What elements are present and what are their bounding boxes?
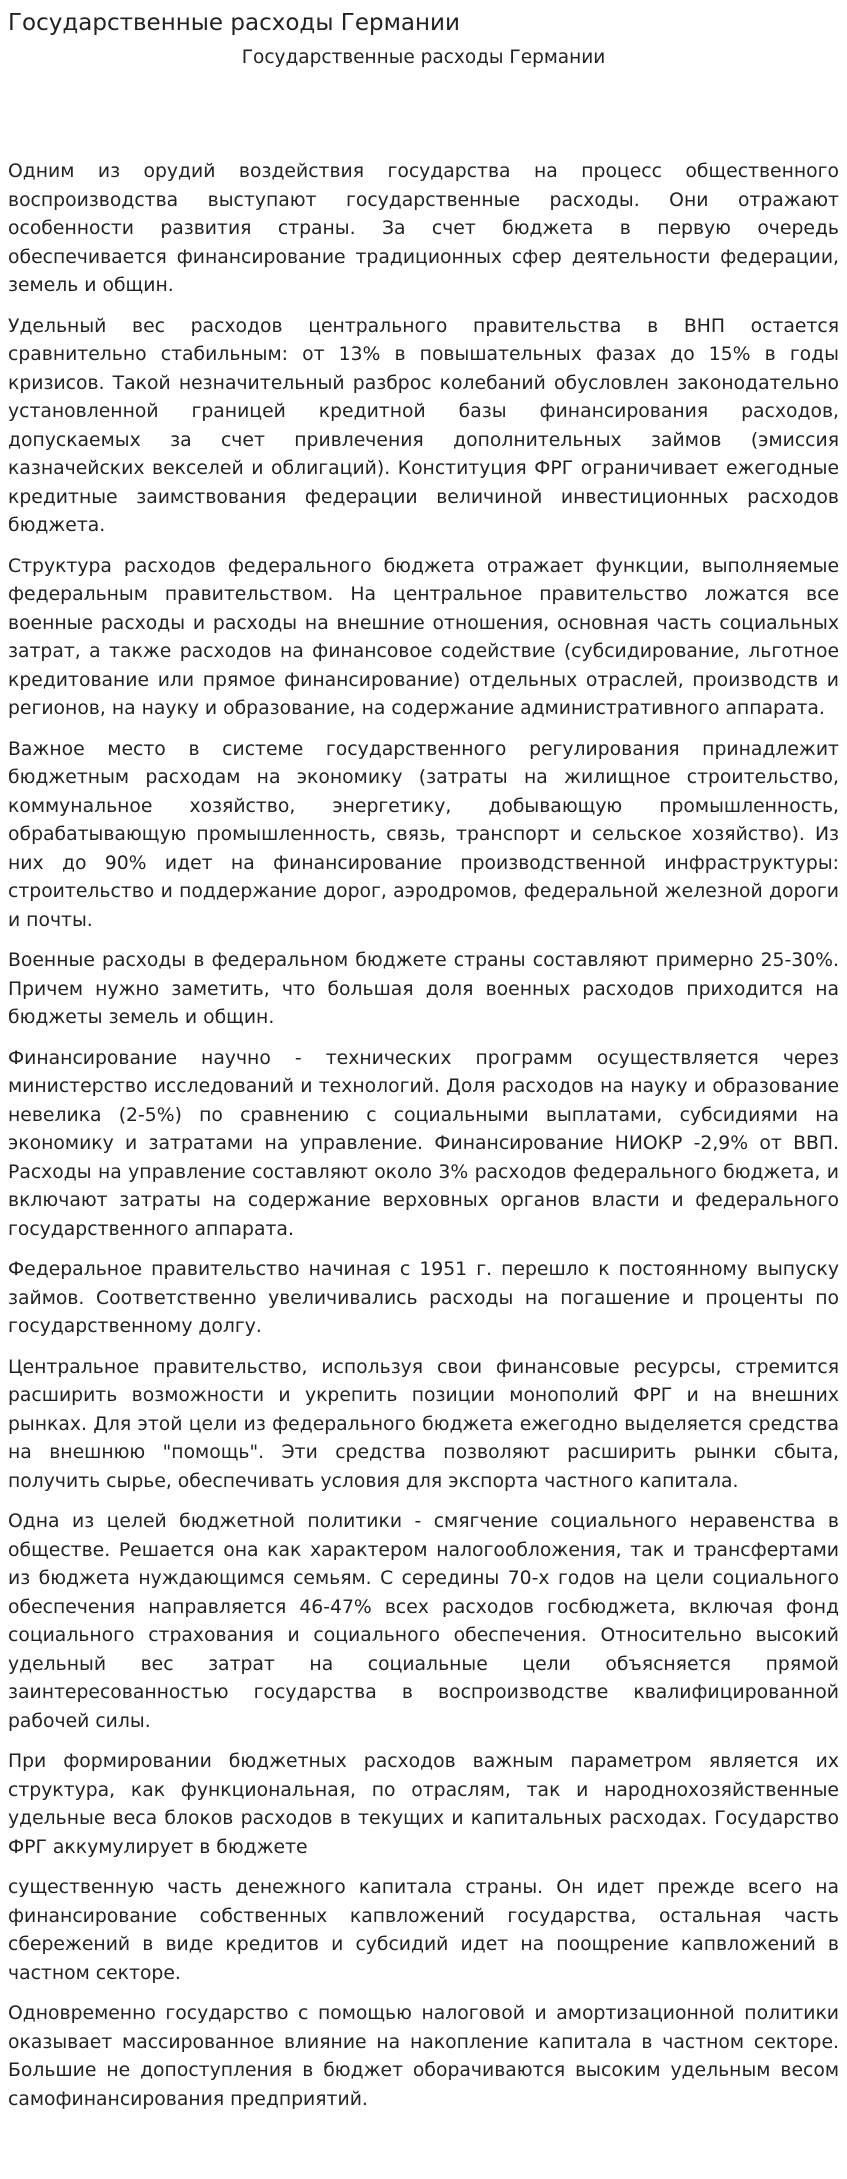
paragraph-9: Одна из целей бюджетной политики - смягчение социального неравенства в обществе. Решается она как характером налогообложения, так и трансфертами из бюджета нуждающимся семьям. С середины 70-х годов на цели социального обеспечения направляется 46-47% всех расходов госбюджета, включая фонд социального страхования и социального обеспечения. Относительно высокий удельный вес затрат на социальные цели объясняется прямой заинтересованностью государства в воспроизводстве квалифицированной рабочей силы. xyxy=(8,1511,839,1732)
paragraph-11: существенную часть денежного капитала страны. Он идет прежде всего на финансирование собственных капвложений государства, остальная часть сбережений в виде кредитов и субсидий идет на поощрение капвложений в частном секторе. xyxy=(8,1877,839,1984)
paragraph-1: Одним из орудий воздействия государства на процесс общественного воспроизводства выступают государственные расходы. Они отражают особенности развития страны. За счет бюджета в первую очередь обеспечивается финансирование традиционных сфер деятельности федерации, земель и общин. xyxy=(8,161,839,296)
paragraph-2: Удельный вес расходов центрального правительства в ВНП остается сравнительно стабильным: от 13% в повышательных фазах до 15% в годы кризисов. Такой незначительный разброс колебаний обусловлен законодательно установленной границей кредитной базы финансирования расходов, допускаемых за счет привлечения дополнительных займов (эмиссия казначейских векселей и облигаций). Конституция ФРГ ограничивает ежегодные кредитные заимствования федерации величиной инвестиционных расходов бюджета. xyxy=(8,315,839,536)
paragraph-12: Одновременно государство с помощью налоговой и амортизационной политики оказывает массированное влияние на накопление капитала в частном секторе. Большие не допоступления в бюджет оборачиваются высоким удельным весом самофинансирования предприятий. xyxy=(8,2003,839,2110)
paragraph-7: Федеральное правительство начиная с 1951 г. перешло к постоянному выпуску займов. Соответственно увеличивались расходы на погашение и проценты по государственному долгу. xyxy=(8,1259,839,1337)
document-subtitle: Государственные расходы Германии xyxy=(241,47,606,68)
paragraph-3: Структура расходов федерального бюджета отражает функции, выполняемые федеральным правительством. На центральное правительство ложатся все военные расходы и расходы на внешние отношения, основная часть социальных затрат, а также расходов на финансовое содействие (субсидирование, льготное кредитование или прямое финансирование) отдельных отраслей, производств и регионов, на науку и образование, на содержание административного аппарата. xyxy=(8,555,839,719)
paragraph-10: При формировании бюджетных расходов важным параметром является их структура, как функциональная, по отраслям, так и народнохозяйственные удельные веса блоков расходов в текущих и капитальных расходах. Государство ФРГ аккумулирует в бюджете xyxy=(8,1751,839,1858)
paragraph-4: Важное место в системе государственного регулирования принадлежит бюджетным расходам на экономику (затраты на жилищное строительство, коммунальное хозяйство, энергетику, добывающую промышленность, обрабатывающую промышленность, связь, транспорт и сельское хозяйство). Из них до 90% идет на финансирование производственной инфраструктуры: строительство и поддержание дорог, аэродромов, федеральной железной дороги и почты. xyxy=(8,738,839,931)
paragraph-6: Финансирование научно - технических программ осуществляется через министерство исследований и технологий. Доля расходов на науку и образование невелика (2-5%) по сравнению с социальными выплатами, субсидиями на экономику и затратами на управление. Финансирование НИОКР -2,9% от ВВП. Расходы на управление составляют около 3% расходов федерального бюджета, и включают затраты на содержание верховных органов власти и федерального государственного аппарата. xyxy=(8,1047,839,1240)
paragraph-5: Военные расходы в федеральном бюджете страны составляют примерно 25-30%. Причем нужно заметить, что большая доля военных расходов приходится на бюджеты земель и общин. xyxy=(8,950,839,1028)
document-body xyxy=(8,158,839,2126)
paragraph-8: Центральное правительство, используя свои финансовые ресурсы, стремится расширить возможности и укрепить позиции монополий ФРГ и на внешних рынках. Для этой цели из федерального бюджета ежегодно выделяется средства на внешнюю "помощь". Эти средства позволяют расширить рынки сбыта, получить сырье, обеспечивать условия для экспорта частного капитала. xyxy=(8,1356,839,1492)
page-title: Государственные расходы Германии xyxy=(8,10,460,36)
